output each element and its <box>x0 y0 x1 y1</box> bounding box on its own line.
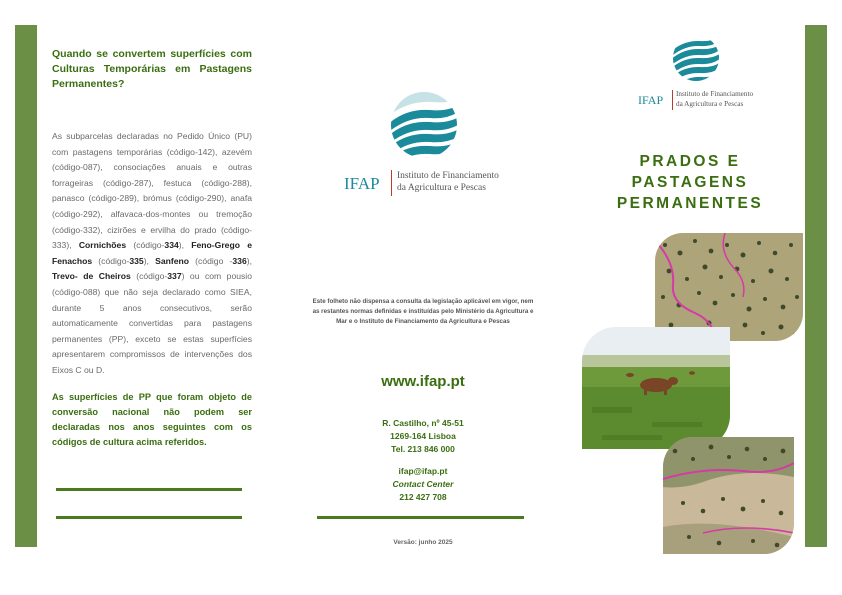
left-rule-2 <box>56 516 242 519</box>
middle-rule <box>317 516 524 519</box>
disclaimer: Este folheto não dispensa a consulta da legislação aplicável em vigor, nem as restantes normas definidas e instituídas pelo Ministério da Agricultura e Mar e o Instituto de Financiamento da Agricultura e Pescas <box>312 298 534 325</box>
ifap-wave-icon-small <box>636 34 766 94</box>
version-label: Versão: junho 2025 <box>393 539 453 546</box>
aerial-photo-1 <box>655 233 803 341</box>
aerial-photo-2 <box>663 437 794 554</box>
logo-small-text <box>636 90 766 112</box>
logo-small-divider <box>672 90 673 110</box>
contact-phone: 212 427 708 <box>399 492 447 502</box>
website-link[interactable]: www.ifap.pt <box>381 373 465 390</box>
left-rule-1 <box>56 488 242 491</box>
contact-block <box>312 465 534 504</box>
left-edge-bar <box>15 25 37 547</box>
address-block <box>312 417 534 456</box>
address-street: R. Castilho, nº 45-51 <box>382 418 464 428</box>
brochure-title <box>605 151 775 214</box>
logo-line2: da Agricultura e Pescas <box>397 183 486 193</box>
logo-small-line1: Instituto de Financiamento <box>676 90 754 98</box>
address-city: 1269-164 Lisboa <box>390 431 456 441</box>
phone: Tel. 213 846 000 <box>391 444 455 454</box>
logo-divider <box>391 170 392 196</box>
ifap-logo-small <box>636 34 766 114</box>
email-link[interactable]: ifap@ifap.pt <box>398 466 448 476</box>
logo-small-line2: da Agricultura e Pescas <box>676 100 744 108</box>
ifap-logo <box>342 92 502 202</box>
contact-center-label: Contact Center <box>392 479 454 489</box>
pasture-photo <box>582 327 730 449</box>
footer-note: As superfícies de PP que foram objeto de conversão nacional não podem ser declaradas nos anos seguintes com os códigos de cultura acima referidos. <box>52 392 252 447</box>
right-edge-bar <box>805 25 827 547</box>
title-line-1: PRADOS E <box>639 153 741 170</box>
section-body: As subparcelas declaradas no Pedido Único (PU) com pastagens temporárias (código-142), azevém (código-087), consociações anuais e outras forrageiras (código-287), festuca (código-288), panasco (código-289), brómus (código-290), anafa (código-292), alfavaca-dos-montes ou tremoção (código-332), cizirões e ervilha do prado (código-333), Cornichões (código-334), Feno-Grego e Fenachos (código-335), Sanfeno (código -336), Trevo- de Cheiros (código-337) ou com pousio (código-088) que não seja declarado como SIEA, durante 5 anos consecutivos, serão automaticamente convertidas para pastagens permanentes (PP), exceto se estas superfícies apresentarem compromissos de intervenções dos Eixos C ou D. <box>52 131 252 375</box>
logo-small-acronym: IFAP <box>638 93 664 107</box>
title-line-2: PASTAGENS <box>631 174 749 191</box>
logo-acronym: IFAP <box>344 174 380 193</box>
title-line-3: PERMANENTES <box>616 195 764 212</box>
section-title: Quando se convertem superfícies com Culturas Temporárias em Pastagens Permanentes? <box>52 48 252 90</box>
logo-text-block <box>342 170 502 198</box>
logo-line1: Instituto de Financiamento <box>397 171 499 181</box>
